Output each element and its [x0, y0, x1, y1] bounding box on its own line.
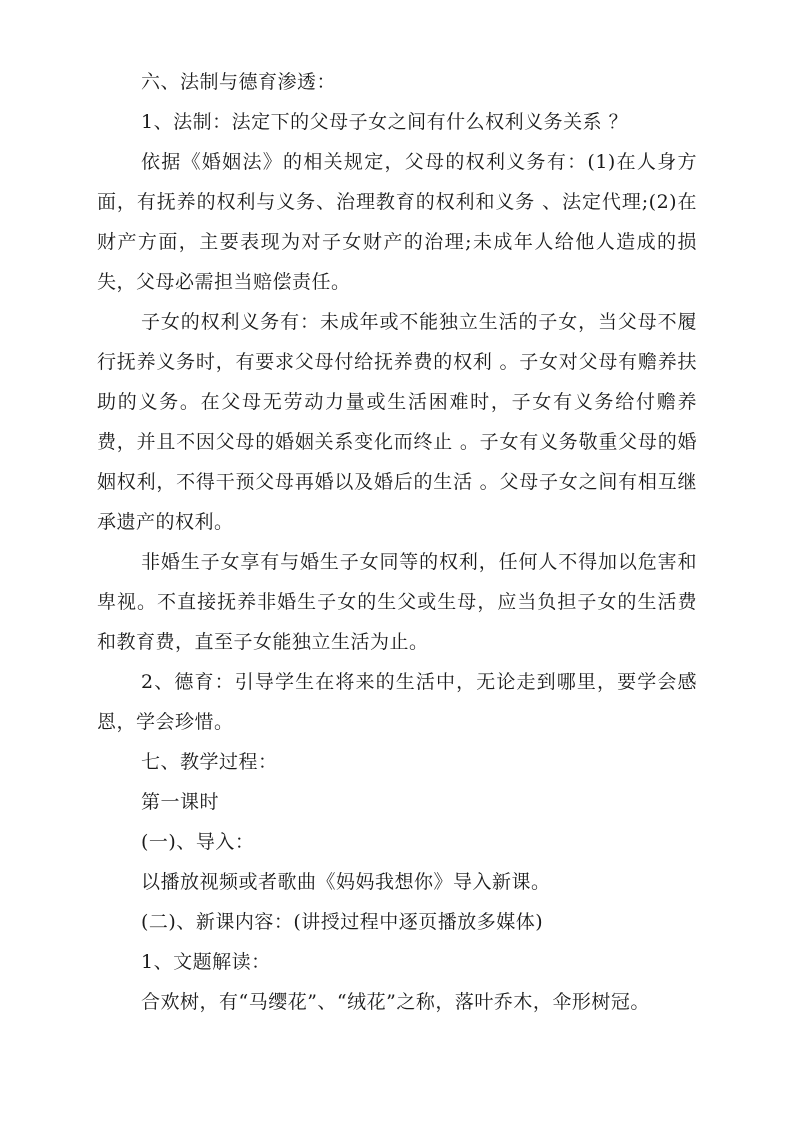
- introduction-text: 以播放视频或者歌曲《妈妈我想你》导入新课。: [141, 871, 551, 893]
- children-rights-paragraph: 子女的权利义务有：未成年或不能独立生活的子女，当父母不履行抚养义务时，有要求父母付给抚养费的权利 。子女对父母有赡养扶助的义务。在父母无劳动力量或生活困难时，子女有义务给付赡养费，并且不因父母的婚姻关系变化而终止 。子女有义务敬重父母的婚姻权利，不得干预父母再婚以及婚后的生活 。父母子女之间有相互继承遗产的权利。: [97, 311, 697, 533]
- new-lesson-heading: (二)、新课内容：(讲授过程中逐页播放多媒体): [141, 911, 544, 933]
- document-body: [97, 62, 697, 1022]
- title-interpretation-heading: 1、文题解读：: [141, 951, 271, 973]
- first-lesson-heading: 第一课时: [141, 791, 220, 813]
- law-question: 1、法制：法定下的父母子女之间有什么权利义务关系 ？: [141, 111, 629, 133]
- moral-education-paragraph: 2、德育：引导学生在将来的生活中，无论走到哪里，要学会感恩，学会珍惜。: [97, 671, 697, 733]
- section-heading-teaching-process: 七、教学过程：: [141, 751, 278, 773]
- parents-rights-paragraph: 依据《婚姻法》的相关规定，父母的权利义务有：(1)在人身方面，有抚养的权利与义务、治理教育的权利和义务 、法定代理;(2)在财产方面，主要表现为对子女财产的治理;未成年人给他人造成的损失，父母必需担当赔偿责任。: [97, 151, 697, 293]
- section-heading-law-moral: 六、法制与德育渗透：: [141, 71, 337, 93]
- illegitimate-children-paragraph: 非婚生子女享有与婚生子女同等的权利，任何人不得加以危害和卑视。不直接抚养非婚生子女的生父或生母，应当负担子女的生活费和教育费，直至子女能独立生活为止。: [97, 551, 697, 653]
- introduction-heading: (一)、导入：: [141, 831, 255, 853]
- silk-tree-description: 合欢树，有“马缨花”、“绒花”之称，落叶乔木，伞形树冠。: [141, 991, 650, 1013]
